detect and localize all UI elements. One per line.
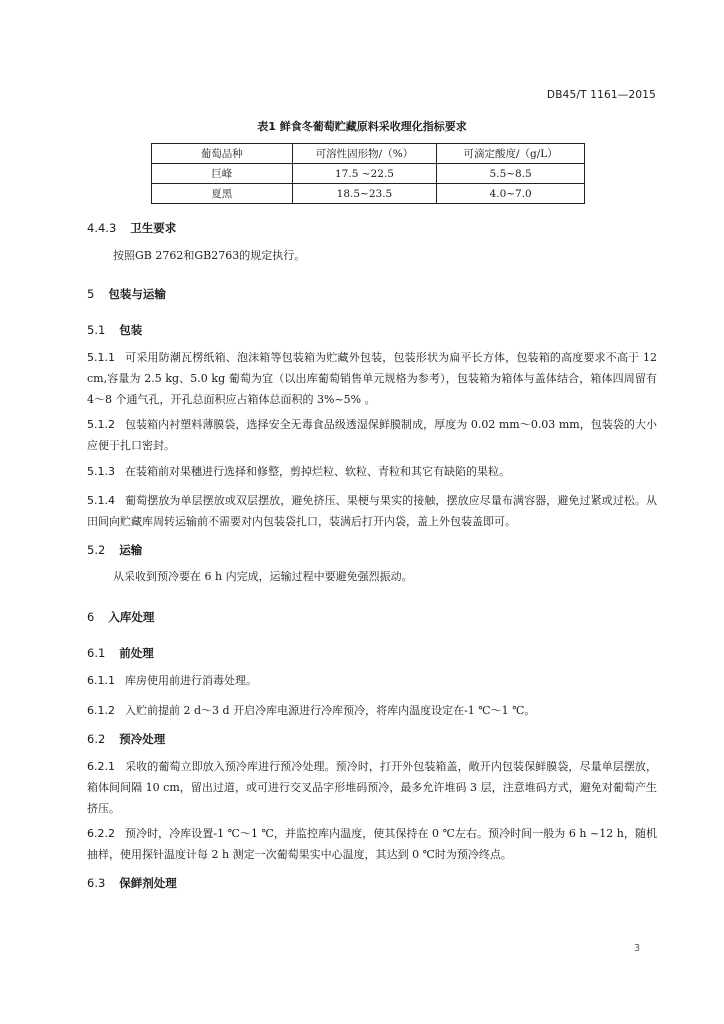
table-header-cell: 葡萄品种 (152, 144, 293, 164)
clause-number: 5.1.4 (87, 494, 115, 507)
table-row (152, 164, 585, 184)
table-cell: 5.5~8.5 (437, 164, 585, 184)
heading-4-4-3 (87, 220, 176, 236)
paragraph-5-1-1 (87, 347, 657, 410)
clause-number: 5.1.1 (87, 351, 115, 364)
heading-title: 包装 (119, 323, 143, 337)
heading-number: 5.2 (87, 543, 106, 557)
table-cell: 18.5~23.5 (292, 184, 437, 204)
heading-title: 保鲜剂处理 (119, 876, 177, 890)
table-header-cell: 可溶性固形物/（%） (292, 144, 437, 164)
clause-text: 包装箱内衬塑料薄膜袋，选择安全无毒食品级透湿保鲜膜制成，厚度为 0.02 mm～0.03 mm，包装袋的大小应便于扎口密封。 (87, 418, 657, 452)
table-title: 表1 鲜食冬葡萄贮藏原料采收理化指标要求 (257, 120, 467, 133)
heading-title: 运输 (119, 543, 143, 557)
table-cell: 17.5 ~22.5 (292, 164, 437, 184)
paragraph-6-2-2 (87, 823, 657, 865)
clause-number: 6.2.2 (87, 827, 115, 840)
paragraph: 按照GB 2762和GB2763的规定执行。 (113, 249, 306, 262)
paragraph: 从采收到预冷要在 6 h 内完成，运输过程中要避免强烈振动。 (113, 570, 413, 583)
heading-title: 卫生要求 (130, 221, 177, 235)
heading-5 (87, 286, 166, 302)
heading-title: 预冷处理 (119, 732, 166, 746)
clause-text: 葡萄摆放为单层摆放或双层摆放，避免挤压、果梗与果实的接触，摆放应尽量布满容器，避免过紧或过松。从田间向贮藏库周转运输前不需要对内包装袋扎口，装满后打开内袋，盖上外包装盖即可。 (87, 494, 657, 528)
paragraph-6-2-1 (87, 756, 657, 819)
paragraph-5-1-2 (87, 414, 657, 456)
clause-number: 5.1.2 (87, 418, 115, 431)
table-row (152, 184, 585, 204)
table-cell: 4.0~7.0 (437, 184, 585, 204)
table-cell: 巨峰 (152, 164, 293, 184)
paragraph-6-1-2 (87, 700, 657, 721)
document-id: DB45/T 1161—2015 (546, 89, 656, 101)
page-number: 3 (633, 943, 640, 954)
heading-number: 4.4.3 (87, 221, 117, 235)
paragraph-5-1-4 (87, 490, 657, 532)
heading-title: 入库处理 (108, 610, 155, 624)
spec-table (151, 143, 585, 204)
heading-number: 6.2 (87, 732, 106, 746)
clause-text: 预冷时，冷库设置-1 ℃～1 ℃，并监控库内温度，使其保持在 0 ℃左右。预冷时间一般为 6 h ~12 h，随机抽样，使用探针温度计每 2 h 测定一次葡萄果实中心温度，其达到 0 ℃时为预冷终点。 (87, 827, 657, 861)
clause-number: 6.1.2 (87, 704, 115, 717)
clause-number: 5.1.3 (87, 465, 115, 478)
heading-6-1 (87, 645, 154, 661)
heading-5-1 (87, 322, 142, 338)
clause-number: 6.1.1 (87, 674, 115, 687)
table-header-cell: 可滴定酸度/（g/L） (437, 144, 585, 164)
paragraph-6-1-1 (87, 670, 657, 691)
heading-5-2 (87, 542, 142, 558)
clause-text: 采收的葡萄立即放入预冷库进行预冷处理。预冷时，打开外包装箱盖，敞开内包装保鲜膜袋，尽量单层摆放，箱体间间隔 10 cm，留出过道，或可进行交叉品字形堆码预冷，最多允许堆码 3 层，注意堆码方式，避免对葡萄产生挤压。 (87, 760, 657, 815)
heading-title: 前处理 (119, 646, 154, 660)
paragraph-5-1-3 (87, 461, 657, 482)
table-header-row (152, 144, 585, 164)
table-cell: 夏黑 (152, 184, 293, 204)
clause-number: 6.2.1 (87, 760, 115, 773)
heading-number: 6.1 (87, 646, 106, 660)
clause-text: 在装箱前对果穗进行选择和修整，剪掉烂粒、软粒、青粒和其它有缺陷的果粒。 (125, 465, 510, 478)
clause-text: 可采用防潮瓦楞纸箱、泡沫箱等包装箱为贮藏外包装，包装形状为扁平长方体，包装箱的高度要求不高于 12 cm,容量为 2.5 kg、5.0 kg 葡萄为宜（以出库葡萄销售单元规格为参考），包装箱为箱体与盖体结合，箱体四周留有 4～8 个通气孔，开孔总面积应占箱体总面积的 3%~5% 。 (87, 351, 657, 406)
clause-text: 库房使用前进行消毒处理。 (125, 674, 257, 687)
heading-title: 包装与运输 (108, 287, 166, 301)
heading-6 (87, 609, 154, 625)
heading-number: 6.3 (87, 876, 106, 890)
heading-6-3 (87, 875, 177, 891)
heading-number: 6 (87, 610, 95, 624)
heading-number: 5.1 (87, 323, 106, 337)
heading-6-2 (87, 731, 165, 747)
heading-number: 5 (87, 287, 95, 301)
clause-text: 入贮前提前 2 d～3 d 开启冷库电源进行冷库预冷，将库内温度设定在-1 ℃～1 ℃。 (125, 704, 536, 717)
